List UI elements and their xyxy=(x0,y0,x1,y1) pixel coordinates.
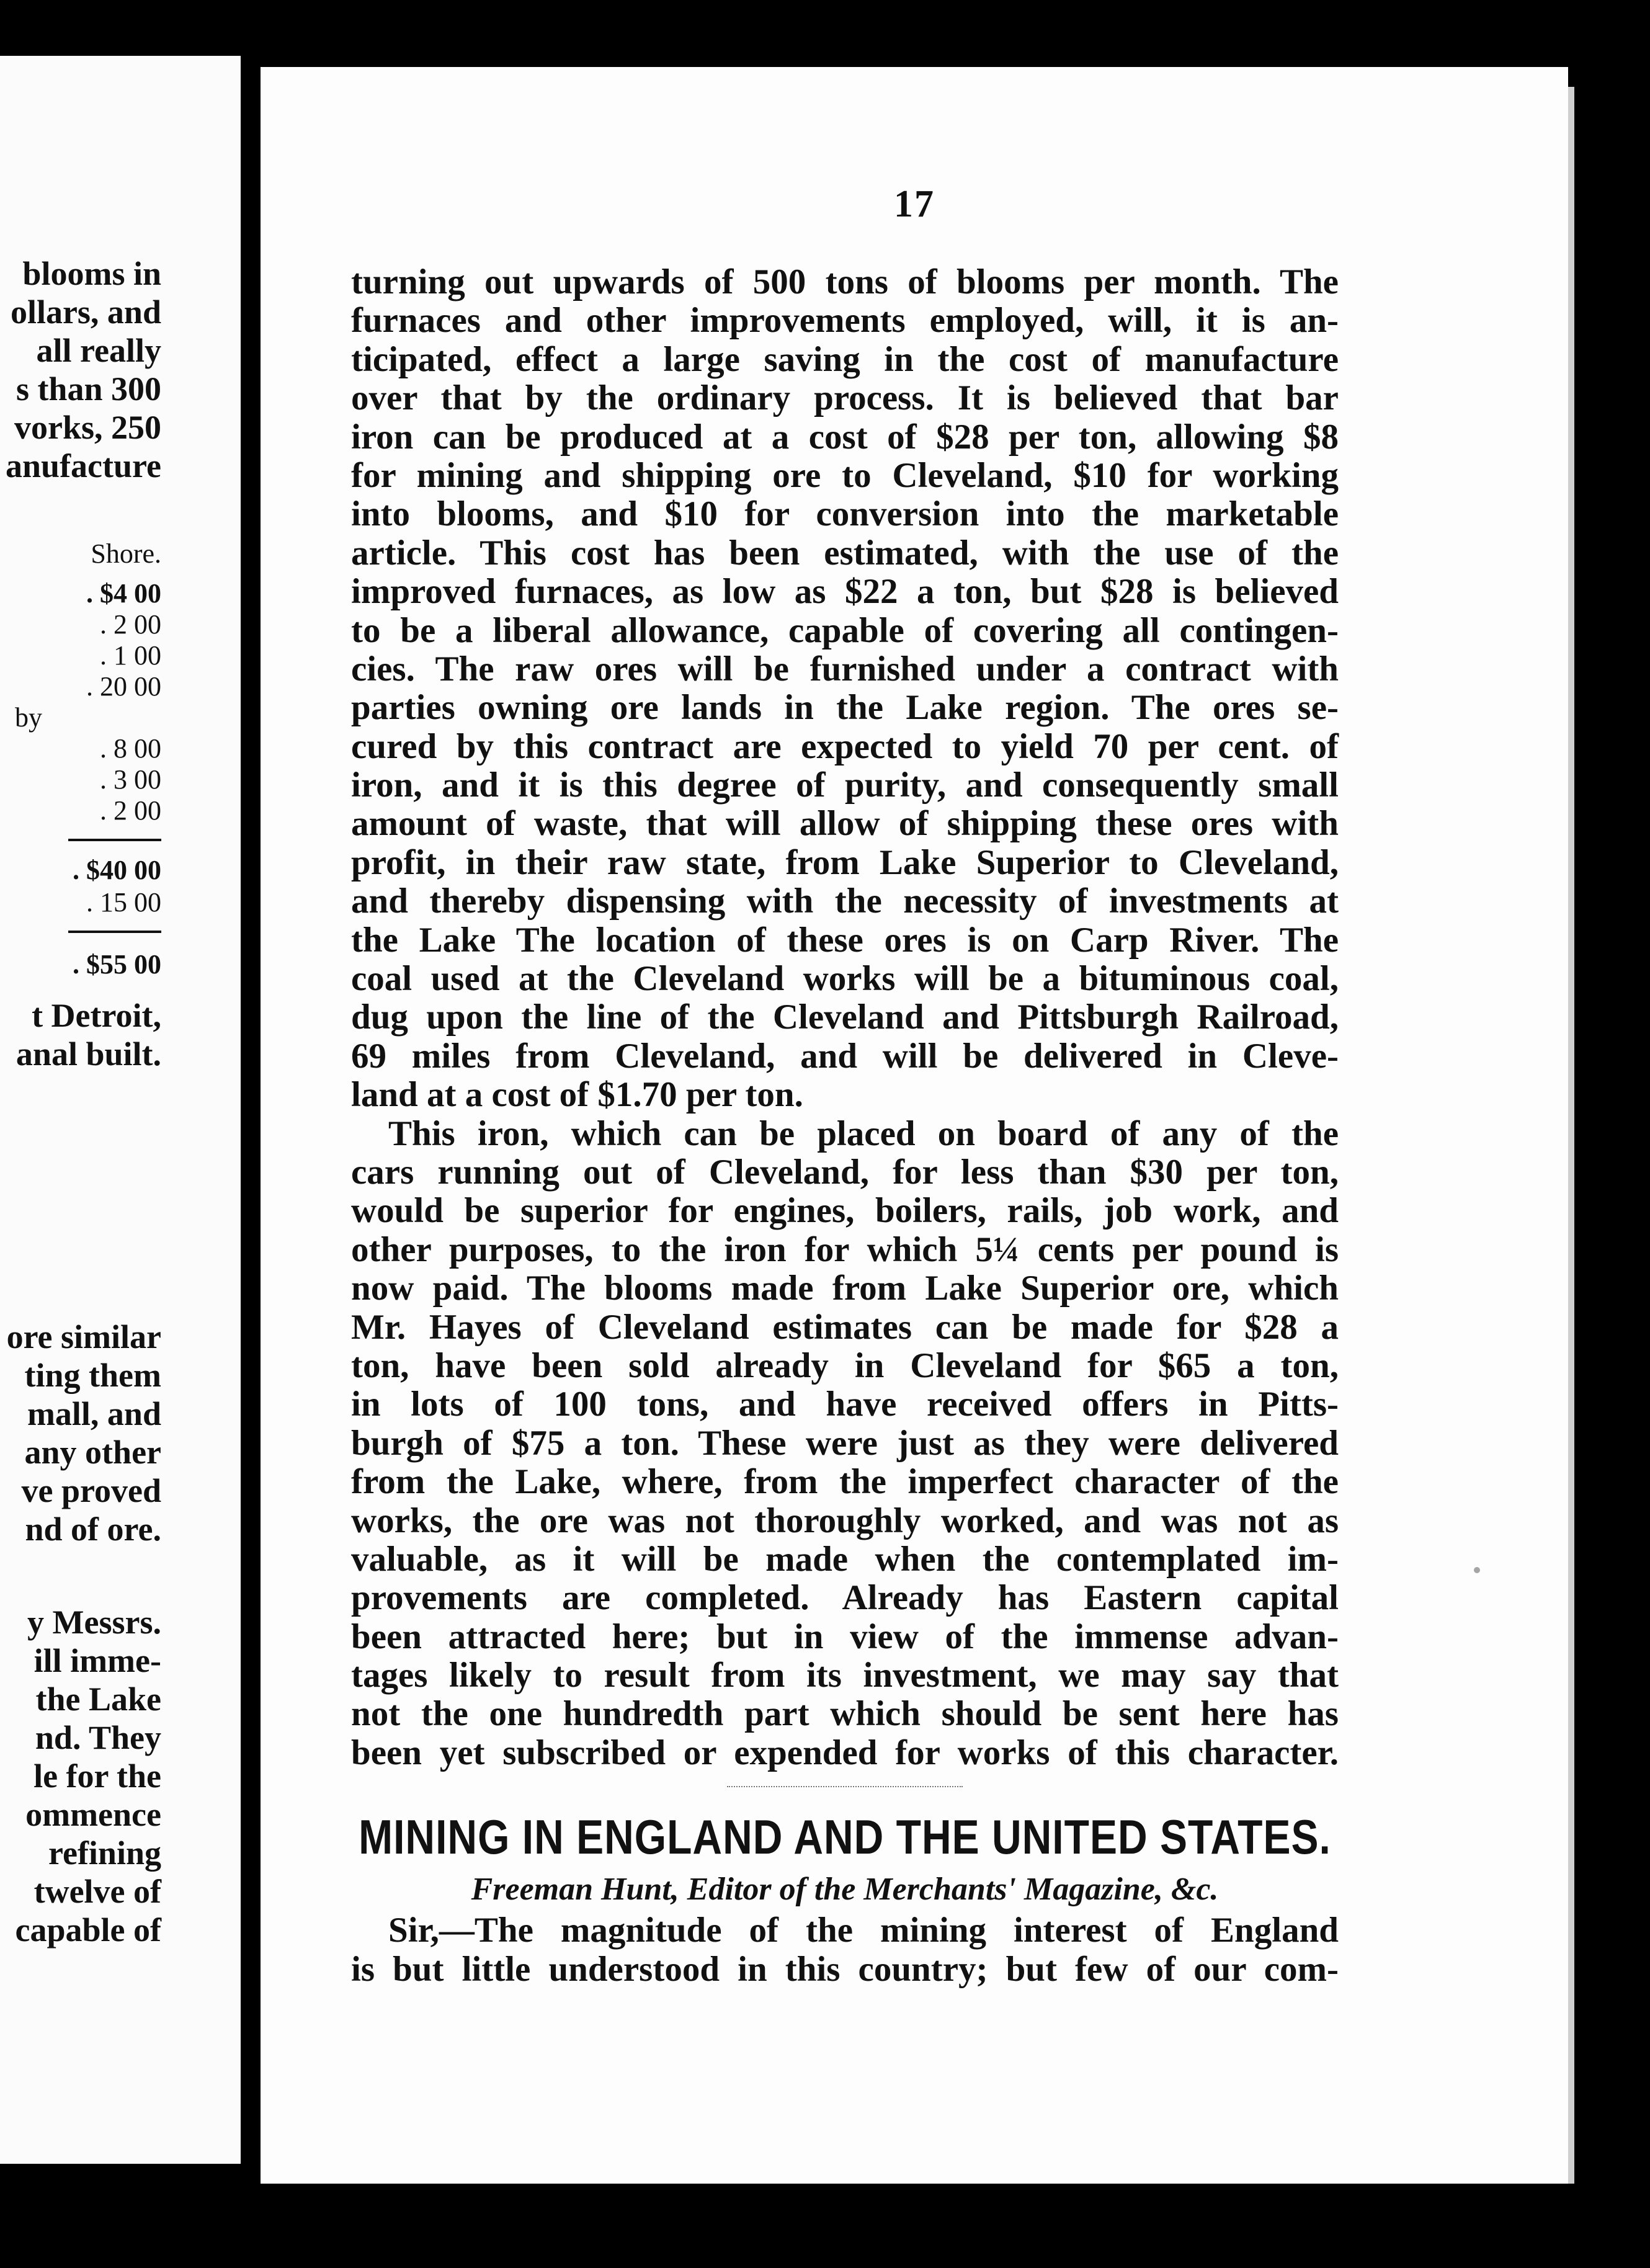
left-table-value: . 2 00 xyxy=(100,609,161,640)
left-text-line: t Detroit, xyxy=(32,997,161,1034)
text-line: the Lake The location of these ores is on Carp River. The xyxy=(351,920,1339,960)
text-line: tages likely to result from its investment, we may say that xyxy=(351,1656,1339,1695)
text-line: been attracted here; but in view of the immense advan- xyxy=(351,1617,1339,1656)
left-text-line: ore similar xyxy=(6,1318,161,1355)
left-text-line: ill imme- xyxy=(33,1642,161,1679)
sum-rule xyxy=(68,839,161,841)
text-line: ticipated, effect a large saving in the cost of manufacture xyxy=(351,339,1339,379)
text-line: article. This cost has been estimated, with the use of the xyxy=(351,533,1339,573)
text-line: works, the ore was not thoroughly worked, and was not as xyxy=(351,1501,1339,1540)
text-line: dug upon the line of the Cleveland and Pittsburgh Railroad, xyxy=(351,998,1339,1037)
left-table-total: . $55 00 xyxy=(73,949,161,980)
left-text-line: ve proved xyxy=(21,1472,161,1509)
text-line: into blooms, and $10 for conversion into the marketable xyxy=(351,494,1339,534)
left-text-line: anufacture xyxy=(6,447,161,484)
left-table-value: . $4 00 xyxy=(86,578,161,609)
left-text-line: any other xyxy=(24,1434,161,1471)
text-line: other purposes, to the iron for which 5¼ cents per pound is xyxy=(351,1230,1339,1269)
text-line: 69 miles from Cleveland, and will be delivered in Cleve- xyxy=(351,1036,1339,1076)
text-line: profit, in their raw state, from Lake Superior to Cleveland, xyxy=(351,842,1339,882)
left-text-line: refining xyxy=(48,1834,161,1872)
left-table-value: . 3 00 xyxy=(100,764,161,795)
text-line: for mining and shipping ore to Cleveland, $10 for working xyxy=(351,455,1339,495)
left-text-line: capable of xyxy=(15,1911,161,1949)
letter-addressee: Freeman Hunt, Editor of the Merchants' Magazine, &c. xyxy=(471,1872,1219,1908)
previous-page-fragment xyxy=(0,56,241,2164)
text-line: Mr. Hayes of Cleveland estimates can be made for $28 a xyxy=(351,1307,1339,1347)
left-table-value: . 2 00 xyxy=(100,795,161,826)
page-number: 17 xyxy=(894,183,935,225)
print-speck xyxy=(1474,1567,1480,1573)
text-line: amount of waste, that will allow of shipping these ores with xyxy=(351,804,1339,844)
text-line: cars running out of Cleveland, for less than $30 per ton, xyxy=(351,1152,1339,1192)
left-text-line: s than 300 xyxy=(16,370,161,408)
letter-text-line: is but little understood in this country; but few of our com- xyxy=(351,1949,1339,1989)
text-line: been yet subscribed or expended for works of this character. xyxy=(351,1733,1339,1772)
left-text-line: nd of ore. xyxy=(25,1511,161,1548)
text-line: over that by the ordinary process. It is believed that bar xyxy=(351,378,1339,418)
text-line: from the Lake, where, from the imperfect character of the xyxy=(351,1462,1339,1502)
text-line: and thereby dispensing with the necessity of investments at xyxy=(351,882,1339,921)
text-line: improved furnaces, as low as $22 a ton, but $28 is believed xyxy=(351,572,1339,612)
article-body xyxy=(351,263,1339,1989)
text-line: turning out upwards of 500 tons of blooms per month. The xyxy=(351,262,1339,301)
text-line: parties owning ore lands in the Lake region. The ores se- xyxy=(351,688,1339,728)
text-line: burgh of $75 a ton. These were just as they were delivered xyxy=(351,1423,1339,1463)
page-17 xyxy=(261,67,1568,2184)
left-text-line: y Messrs. xyxy=(27,1604,161,1641)
text-line: would be superior for engines, boilers, rails, job work, and xyxy=(351,1191,1339,1231)
left-text-line: mall, and xyxy=(27,1395,161,1432)
text-line: furnaces and other improvements employed, will, it is an- xyxy=(351,301,1339,341)
sum-rule xyxy=(68,931,161,933)
text-line: iron can be produced at a cost of $28 per ton, allowing $8 xyxy=(351,417,1339,457)
text-line: not the one hundredth part which should be sent here has xyxy=(351,1694,1339,1734)
letter-text-line: Sir,—The magnitude of the mining interest of England xyxy=(388,1911,1339,1950)
text-line: This iron, which can be placed on board of any of the xyxy=(388,1114,1339,1153)
left-text-line: nd. They xyxy=(35,1719,161,1756)
text-line: cured by this contract are expected to yield 70 per cent. of xyxy=(351,726,1339,766)
left-text-line: vorks, 250 xyxy=(14,409,161,446)
text-line: to be a liberal allowance, capable of covering all contingen- xyxy=(351,610,1339,650)
text-line: cies. The raw ores will be furnished under a contract with xyxy=(351,649,1339,689)
text-line: ton, have been sold already in Cleveland for $65 a ton, xyxy=(351,1346,1339,1385)
text-line: now paid. The blooms made from Lake Superior ore, which xyxy=(351,1269,1339,1308)
left-table-value: . 1 00 xyxy=(100,640,161,671)
text-line: provements are completed. Already has Eastern capital xyxy=(351,1578,1339,1618)
left-text-line: Shore. xyxy=(91,538,161,569)
section-separator xyxy=(727,1786,963,1797)
left-table-value: . 15 00 xyxy=(86,887,161,917)
left-text-line: ollars, and xyxy=(10,293,161,331)
text-line: land at a cost of $1.70 per ton. xyxy=(351,1075,803,1115)
left-text-line: ommence xyxy=(25,1796,161,1833)
left-text-line: ting them xyxy=(24,1357,161,1394)
left-text-line: all really xyxy=(36,332,161,369)
left-text-line: by xyxy=(15,702,42,733)
left-text-line: anal built. xyxy=(16,1035,161,1073)
left-table-total: . $40 00 xyxy=(73,855,161,885)
text-line: coal used at the Cleveland works will be a bituminous coal, xyxy=(351,959,1339,999)
left-table-value: . 20 00 xyxy=(86,671,161,702)
text-line: in lots of 100 tons, and have received offers in Pitts- xyxy=(351,1385,1339,1424)
section-heading: MINING IN ENGLAND AND THE UNITED STATES. xyxy=(359,1810,1331,1864)
text-line: valuable, as it will be made when the contemplated im- xyxy=(351,1539,1339,1579)
left-text-line: blooms in xyxy=(22,255,161,292)
text-line: iron, and it is this degree of purity, and consequently small xyxy=(351,766,1339,805)
left-text-line: the Lake xyxy=(35,1681,161,1718)
left-text-line: le for the xyxy=(33,1757,161,1795)
left-table-value: . 8 00 xyxy=(100,733,161,764)
left-text-line: twelve of xyxy=(33,1873,161,1910)
